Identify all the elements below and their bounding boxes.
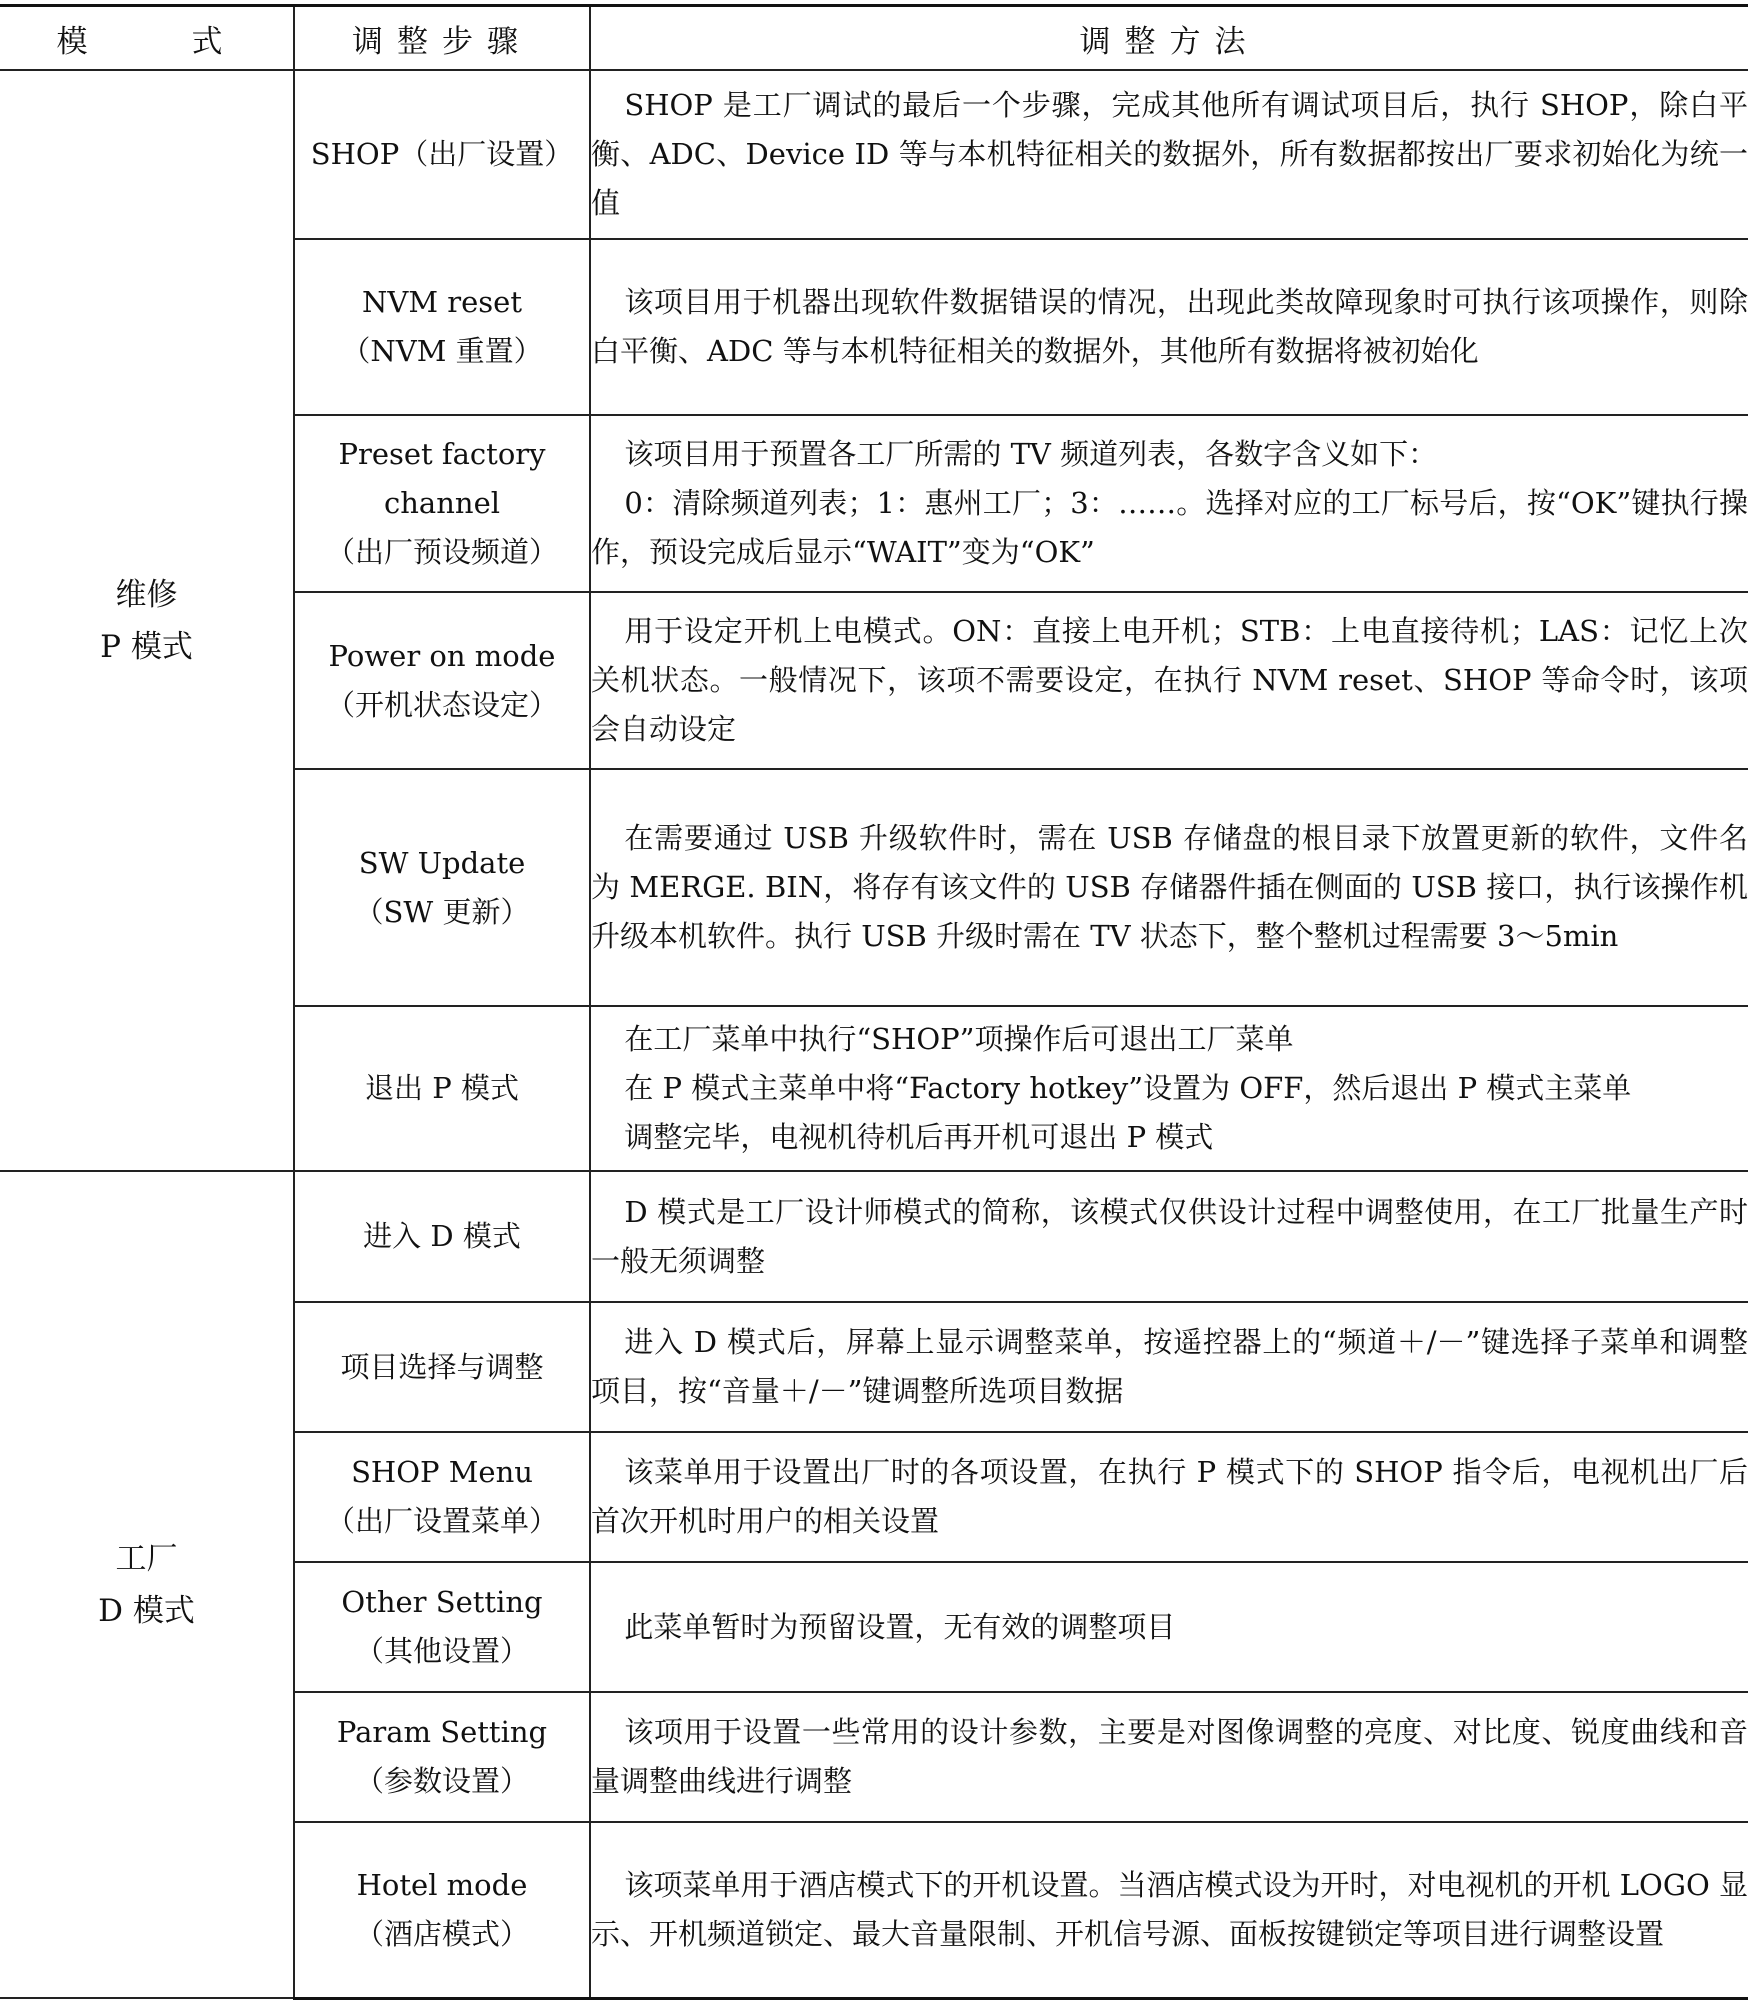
method-cell [590, 1822, 1748, 1998]
step-cell [294, 70, 590, 239]
step-label: 退出 P 模式 [365, 1071, 519, 1105]
header-method: 调整方法 [590, 6, 1748, 71]
method-text: 在需要通过 USB 升级软件时，需在 USB 存储盘的根目录下放置更新的软件，文件名为 MERGE. BIN，将存有该文件的 USB 存储器件插在侧面的 USB 接口，执行该操作机升级本机软件。执行 USB 升级时需在 TV 状态下，整个整机过程需要 3～5min [591, 821, 1748, 953]
adjustment-table [0, 4, 1748, 2000]
step-sublabel: （参数设置） [354, 1764, 529, 1798]
method-cell [590, 1432, 1748, 1562]
step-cell [294, 1171, 590, 1302]
method-text: 该项用于设置一些常用的设计参数，主要是对图像调整的亮度、对比度、锐度曲线和音量调整曲线进行调整 [591, 1715, 1748, 1798]
step-sublabel: （开机状态设定） [325, 687, 558, 722]
step-label: Preset factory channel [338, 437, 546, 520]
step-label: Power on mode [328, 638, 556, 673]
step-label: Hotel mode [356, 1867, 528, 1902]
method-text: 用于设定开机上电模式。ON：直接上电开机；STB：上电直接待机；LAS：记忆上次关机状态。一般情况下，该项不需要设定，在执行 NVM reset、SHOP 等命令时，该项会自动设定 [591, 614, 1748, 746]
method-text: D 模式是工厂设计师模式的简称，该模式仅供设计过程中调整使用，在工厂批量生产时一般无须调整 [591, 1194, 1748, 1278]
step-sublabel: （出厂设置菜单） [325, 1504, 558, 1538]
header-mode: 模 式 [0, 6, 294, 71]
method-text: 调整完毕，电视机待机后再开机可退出 P 模式 [624, 1120, 1214, 1154]
step-sublabel: （酒店模式） [354, 1916, 529, 1951]
mode-label-line1: 维修 [115, 576, 178, 613]
step-sublabel: （出厂预设频道） [325, 535, 558, 569]
method-text: 该项目用于机器出现软件数据错误的情况，出现此类故障现象时可执行该项操作，则除白平衡、ADC 等与本机特征相关的数据外，其他所有数据将被初始化 [591, 285, 1748, 368]
step-cell [294, 1006, 590, 1171]
method-cell [590, 1692, 1748, 1822]
step-cell [294, 1562, 590, 1692]
step-cell [294, 592, 590, 769]
table-row [0, 1171, 1748, 1302]
method-text: 在工厂菜单中执行“SHOP”项操作后可退出工厂菜单 [624, 1022, 1294, 1056]
method-cell [590, 592, 1748, 769]
mode-label-line1: 工厂 [115, 1540, 178, 1577]
method-cell [590, 1562, 1748, 1692]
method-text: 进入 D 模式后，屏幕上显示调整菜单，按遥控器上的“频道＋/－”键选择子菜单和调整项目，按“音量＋/－”键调整所选项目数据 [591, 1325, 1748, 1408]
step-label: 项目选择与调整 [340, 1349, 544, 1384]
method-text: 该项菜单用于酒店模式下的开机设置。当酒店模式设为开时，对电视机的开机 LOGO 显示、开机频道锁定、最大音量限制、开机信号源、面板按键锁定等项目进行调整设置 [591, 1867, 1748, 1951]
mode-label-line2: P 模式 [100, 628, 193, 665]
step-label: NVM reset [362, 285, 522, 319]
method-cell [590, 239, 1748, 415]
step-label: 进入 D 模式 [363, 1219, 521, 1253]
step-cell [294, 1822, 590, 1998]
method-cell [590, 1171, 1748, 1302]
method-cell [590, 1302, 1748, 1432]
step-sublabel: （SW 更新） [354, 894, 530, 929]
step-cell [294, 1692, 590, 1822]
step-label: SHOP Menu [351, 1455, 533, 1489]
method-cell [590, 1006, 1748, 1171]
step-label: SHOP（出厂设置） [310, 137, 574, 171]
header-step: 调整步骤 [294, 6, 590, 71]
table-row [0, 70, 1748, 239]
step-sublabel: （其他设置） [354, 1634, 529, 1668]
step-cell [294, 1302, 590, 1432]
method-text: 该菜单用于设置出厂时的各项设置，在执行 P 模式下的 SHOP 指令后，电视机出厂后首次开机时用户的相关设置 [591, 1455, 1748, 1538]
table-header-row [0, 6, 1748, 71]
step-cell [294, 239, 590, 415]
method-text: 此菜单暂时为预留设置，无有效的调整项目 [624, 1609, 1176, 1644]
method-cell [590, 70, 1748, 239]
step-cell [294, 415, 590, 592]
step-label: Other Setting [341, 1585, 543, 1619]
mode-label-line2: D 模式 [98, 1592, 195, 1629]
mode-cell-p [0, 70, 294, 1171]
method-cell [590, 415, 1748, 592]
method-text: 在 P 模式主菜单中将“Factory hotkey”设置为 OFF，然后退出 P 模式主菜单 [624, 1071, 1632, 1105]
step-label: Param Setting [336, 1715, 548, 1749]
step-sublabel: （NVM 重置） [341, 334, 543, 368]
step-label: SW Update [358, 845, 526, 880]
method-text: 0：清除频道列表；1：惠州工厂；3：……。选择对应的工厂标号后，按“OK”键执行操作，预设完成后显示“WAIT”变为“OK” [591, 486, 1748, 569]
method-text: 该项目用于预置各工厂所需的 TV 频道列表，各数字含义如下： [624, 437, 1438, 471]
step-cell [294, 769, 590, 1006]
mode-cell-d [0, 1171, 294, 1998]
method-cell [590, 769, 1748, 1006]
method-text: SHOP 是工厂调试的最后一个步骤，完成其他所有调试项目后，执行 SHOP，除白平衡、ADC、Device ID 等与本机特征相关的数据外，所有数据都按出厂要求初始化为统一值 [591, 88, 1748, 220]
step-cell [294, 1432, 590, 1562]
